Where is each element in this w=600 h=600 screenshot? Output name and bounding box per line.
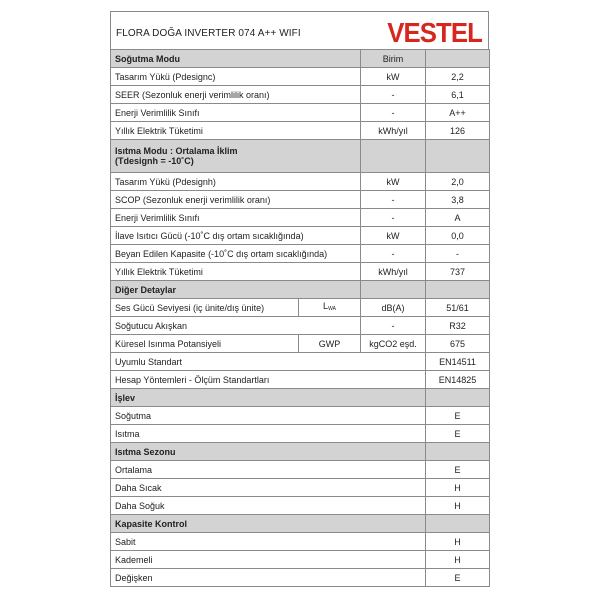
- row-value: E: [426, 569, 490, 587]
- row-value: E: [426, 461, 490, 479]
- row-label: Beyan Edilen Kapasite (-10˚C dış ortam sıcaklığında): [111, 245, 361, 263]
- row-label: Enerji Verimlilik Sınıfı: [111, 209, 361, 227]
- row-label: Daha Sıcak: [111, 479, 426, 497]
- row-unit: -: [361, 191, 426, 209]
- row-unit: kW: [361, 173, 426, 191]
- row-value: EN14511: [426, 353, 490, 371]
- row-symbol: GWP: [299, 335, 361, 353]
- row-label: Soğutucu Akışkan: [111, 317, 361, 335]
- table-row: [111, 497, 490, 515]
- row-unit: -: [361, 209, 426, 227]
- row-symbol: [299, 299, 361, 317]
- table-row: [111, 86, 490, 104]
- section-title: Soğutma Modu: [111, 50, 361, 68]
- row-label: Yıllık Elektrik Tüketimi: [111, 122, 361, 140]
- table-row: [111, 263, 490, 281]
- row-label: Değişken: [111, 569, 426, 587]
- spec-table: [110, 49, 490, 587]
- symbol-sub: WA: [328, 306, 336, 312]
- row-label: SCOP (Sezonluk enerji verimlilik oranı): [111, 191, 361, 209]
- row-label: İlave Isıtıcı Gücü (-10˚C dış ortam sıcaklığında): [111, 227, 361, 245]
- table-row: [111, 299, 490, 317]
- section-title: Diğer Detaylar: [111, 281, 361, 299]
- row-unit: kgCO2 eşd.: [361, 335, 426, 353]
- row-value: H: [426, 551, 490, 569]
- row-unit: dB(A): [361, 299, 426, 317]
- row-unit: -: [361, 104, 426, 122]
- row-label: Sabit: [111, 533, 426, 551]
- row-unit: kW: [361, 68, 426, 86]
- section-title-line2: (Tdesignh = -10˚C): [115, 156, 194, 166]
- section-other: [111, 281, 490, 299]
- table-row: [111, 371, 490, 389]
- section-title: İşlev: [111, 389, 426, 407]
- table-row: [111, 425, 490, 443]
- table-row: [111, 335, 490, 353]
- sheet-header: [110, 11, 489, 49]
- row-value: A++: [426, 104, 490, 122]
- row-label: Küresel Isınma Potansiyeli: [111, 335, 299, 353]
- row-unit: -: [361, 317, 426, 335]
- row-unit: -: [361, 245, 426, 263]
- table-row: [111, 209, 490, 227]
- row-label: Yıllık Elektrik Tüketimi: [111, 263, 361, 281]
- symbol-main: L: [323, 301, 329, 311]
- table-row: [111, 461, 490, 479]
- unit-header: Birim: [361, 50, 426, 68]
- section-title-line1: Isıtma Modu : Ortalama İklim: [115, 146, 238, 156]
- row-label: Ortalama: [111, 461, 426, 479]
- brand-logo: VESTEL: [387, 17, 482, 48]
- table-row: [111, 533, 490, 551]
- model-name: FLORA DOĞA INVERTER 074 A++ WIFI: [116, 28, 301, 39]
- table-row: [111, 569, 490, 587]
- row-value: 2,2: [426, 68, 490, 86]
- row-unit: kWh/yıl: [361, 263, 426, 281]
- row-value: H: [426, 479, 490, 497]
- row-label: Hesap Yöntemleri - Ölçüm Standartları: [111, 371, 426, 389]
- row-value: 2,0: [426, 173, 490, 191]
- row-value: 675: [426, 335, 490, 353]
- table-row: [111, 122, 490, 140]
- section-cooling: [111, 50, 490, 68]
- row-value: 51/61: [426, 299, 490, 317]
- row-label: Kademeli: [111, 551, 426, 569]
- table-row: [111, 227, 490, 245]
- spec-sheet: [110, 11, 489, 587]
- section-title: [111, 140, 361, 173]
- row-value: R32: [426, 317, 490, 335]
- row-label: Isıtma: [111, 425, 426, 443]
- row-label: Ses Gücü Seviyesi (iç ünite/dış ünite): [111, 299, 299, 317]
- table-row: [111, 317, 490, 335]
- row-value: E: [426, 407, 490, 425]
- row-value: -: [426, 245, 490, 263]
- row-value: 3,8: [426, 191, 490, 209]
- table-row: [111, 104, 490, 122]
- row-unit: -: [361, 86, 426, 104]
- row-label: Uyumlu Standart: [111, 353, 426, 371]
- row-label: Tasarım Yükü (Pdesignc): [111, 68, 361, 86]
- row-label: SEER (Sezonluk enerji verimlilik oranı): [111, 86, 361, 104]
- table-row: [111, 173, 490, 191]
- row-label: Enerji Verimlilik Sınıfı: [111, 104, 361, 122]
- row-value: H: [426, 497, 490, 515]
- section-heating: [111, 140, 490, 173]
- section-capacity: [111, 515, 490, 533]
- row-label: Daha Soğuk: [111, 497, 426, 515]
- table-row: [111, 407, 490, 425]
- row-unit: kW: [361, 227, 426, 245]
- row-value: 6,1: [426, 86, 490, 104]
- row-unit: kWh/yıl: [361, 122, 426, 140]
- section-function: [111, 389, 490, 407]
- row-value: A: [426, 209, 490, 227]
- row-value: 737: [426, 263, 490, 281]
- row-value: 126: [426, 122, 490, 140]
- row-value: E: [426, 425, 490, 443]
- section-heating-season: [111, 443, 490, 461]
- row-value: 0,0: [426, 227, 490, 245]
- row-label: Tasarım Yükü (Pdesignh): [111, 173, 361, 191]
- table-row: [111, 191, 490, 209]
- table-row: [111, 353, 490, 371]
- row-value: H: [426, 533, 490, 551]
- row-label: Soğutma: [111, 407, 426, 425]
- table-row: [111, 551, 490, 569]
- section-title: Isıtma Sezonu: [111, 443, 426, 461]
- section-title: Kapasite Kontrol: [111, 515, 426, 533]
- table-row: [111, 245, 490, 263]
- table-row: [111, 68, 490, 86]
- table-row: [111, 479, 490, 497]
- row-value: EN14825: [426, 371, 490, 389]
